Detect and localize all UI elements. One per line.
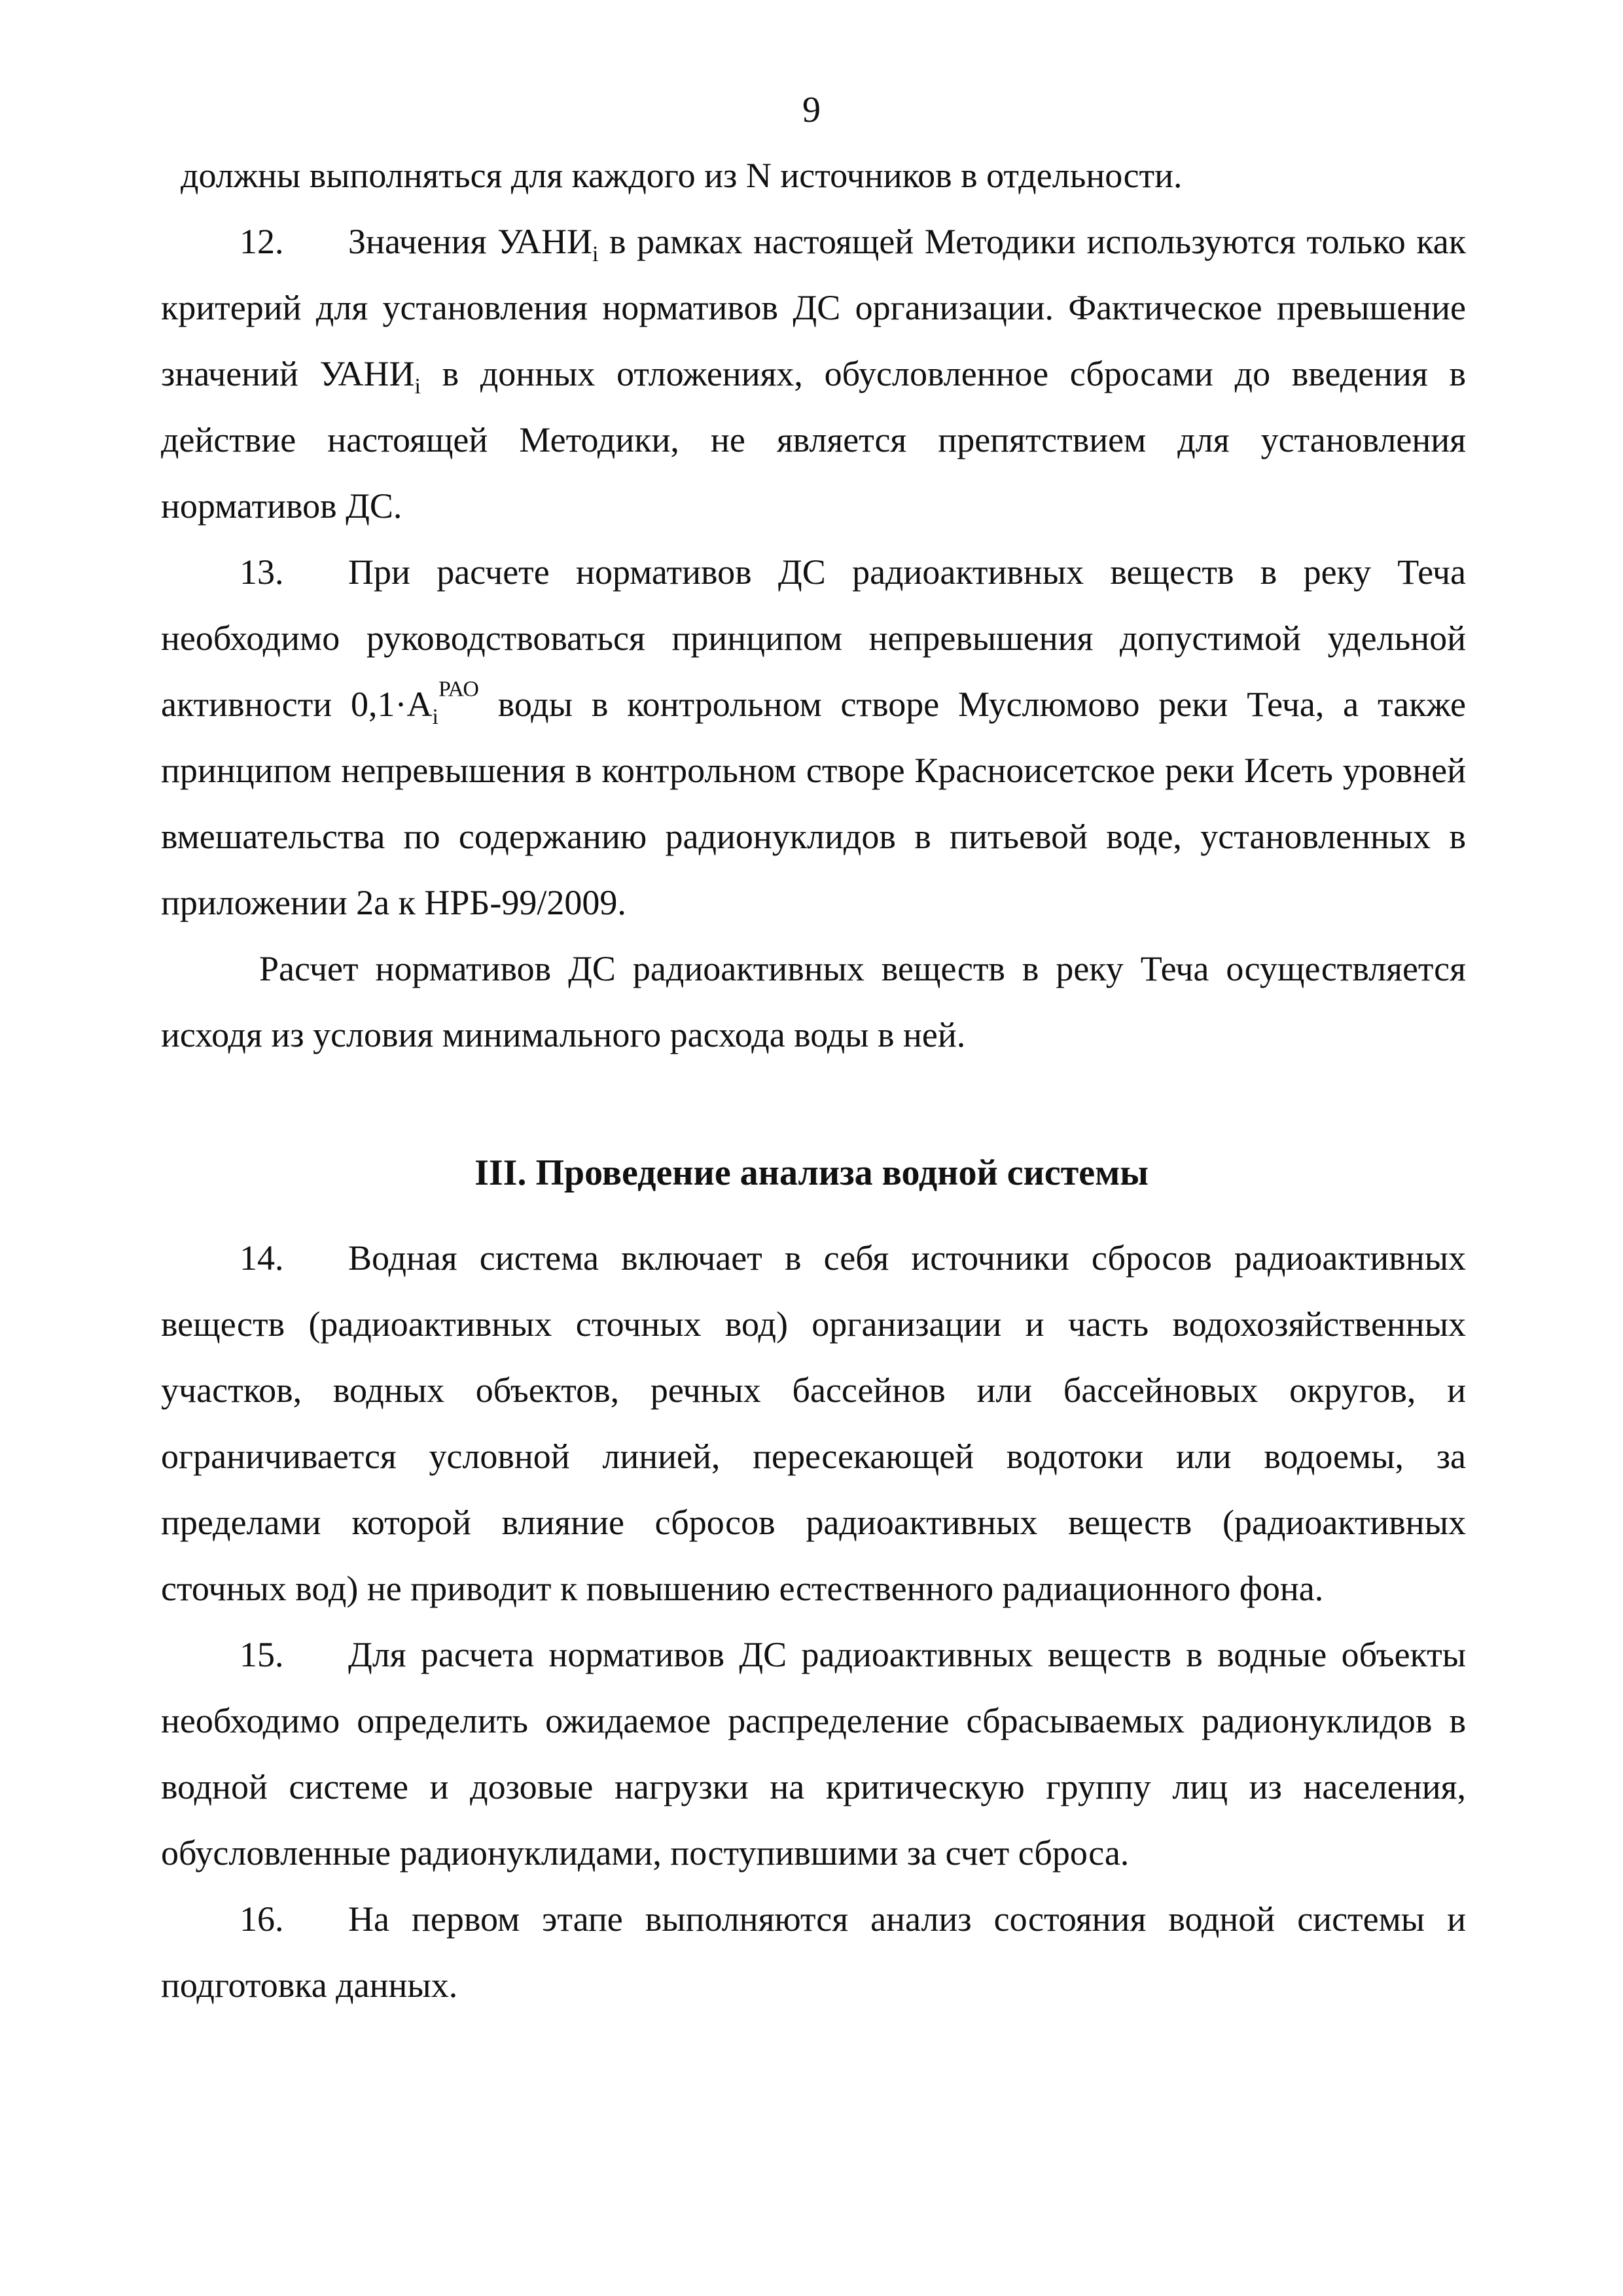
- paragraph-12: 12. Значения $УАНИ_i$ в рамках настоящей Методики используются только как критерий для установления нормативов ДС организации. Фактическое превышение значений $УАНИ_i$ в донных отложениях, обусловленное сбросами до введения в действие настоящей Методики, не является препятствием для установления нормативов ДС.: [161, 209, 1466, 539]
- paragraph-number: 13.: [240, 552, 284, 592]
- paragraph-continuation: должны выполняться для каждого из N источников в отдельности.: [181, 156, 1183, 195]
- page-number: 9: [802, 90, 821, 130]
- paragraph-number: 14.: [240, 1238, 284, 1278]
- paragraph-13: 13. При расчете нормативов ДС радиоактивных веществ в реку Теча необходимо руководствоваться принципом непревышения допустимой удельной активности $0,1\cdot A_i^{РАО}$ воды в контрольном створе Муслюмово реки Теча, а также принципом непревышения в контрольном створе Красноисетское реки Исеть уровней вмешательства по содержанию радионуклидов в питьевой воде, установленных в приложении 2а к НРБ-99/2009.: [161, 539, 1466, 936]
- body-text-top: [161, 143, 1466, 1068]
- section-heading: III. Проведение анализа водной системы: [474, 1153, 1149, 1193]
- paragraph-15: 15. Для расчета нормативов ДС радиоактивных веществ в водные объекты необходимо определить ожидаемое распределение сбрасываемых радионуклидов в водной системе и дозовые нагрузки на критическую группу лиц из населения, обусловленные радионуклидами, поступившими за счет сброса.: [161, 1622, 1466, 1886]
- paragraph-13-continuation: Расчет нормативов ДС радиоактивных веществ в реку Теча осуществляется исходя из условия минимального расхода воды в ней.: [161, 949, 1466, 1054]
- paragraph-number: 12.: [240, 222, 284, 261]
- paragraph-number: 15.: [240, 1635, 284, 1674]
- body-text-bottom: [161, 1225, 1466, 2018]
- paragraph-number: 16.: [240, 1899, 284, 1939]
- paragraph-16: 16. На первом этапе выполняются анализ состояния водной системы и подготовка данных.: [161, 1886, 1466, 2018]
- paragraph-14: 14. Водная система включает в себя источники сбросов радиоактивных веществ (радиоактивных сточных вод) организации и часть водохозяйственных участков, водных объектов, речных бассейнов или бассейновых округов, и ограничивается условной линией, пересекающей водотоки или водоемы, за пределами которой влияние сбросов радиоактивных веществ (радиоактивных сточных вод) не приводит к повышению естественного радиационного фона.: [161, 1225, 1466, 1622]
